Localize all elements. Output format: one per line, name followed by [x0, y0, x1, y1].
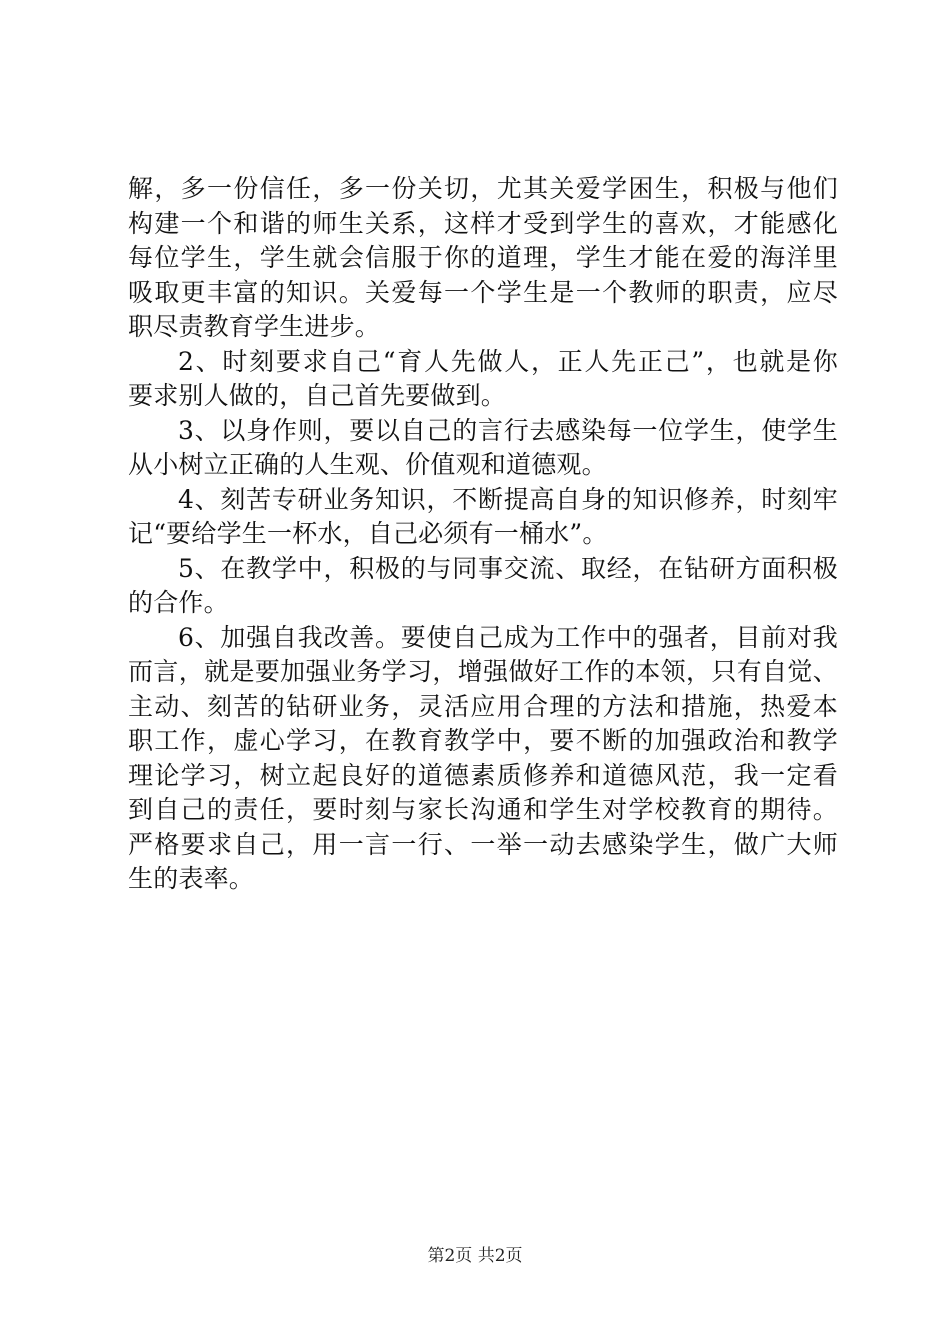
- text-line: 记“要给学生一杯水，自己必须有一桶水”。: [128, 519, 608, 548]
- text-line: 从小树立正确的人生观、价值观和道德观。: [128, 450, 607, 479]
- text-line: 3、以身作则，要以自己的言行去感染每一位学生，使学生: [178, 415, 838, 445]
- page-footer: 第2页 共2页: [427, 1246, 523, 1266]
- text-line: 主动、刻苦的钻研业务，灵活应用合理的方法和措施，热爱本: [128, 691, 838, 721]
- text-line: 的合作。: [128, 588, 229, 617]
- text-line: 4、刻苦专研业务知识，不断提高自身的知识修养，时刻牢: [178, 484, 838, 514]
- text-line: 6、加强自我改善。要使自己成为工作中的强者，目前对我: [178, 622, 838, 652]
- text-line: 严格要求自己，用一言一行、一举一动去感染学生，做广大师: [128, 829, 838, 859]
- text-line: 而言，就是要加强业务学习，增强做好工作的本领，只有自觉、: [128, 657, 838, 686]
- text-line: 职工作，虚心学习，在教育教学中，要不断的加强政治和教学: [128, 726, 838, 755]
- text-line: 理论学习，树立起良好的道德素质修养和道德风范，我一定看: [128, 760, 838, 790]
- text-line: 构建一个和谐的师生关系，这样才受到学生的喜欢，才能感化: [128, 208, 838, 238]
- text-line: 解，多一份信任，多一份关切，尤其关爱学困生，积极与他们: [128, 174, 838, 203]
- text-line: 生的表率。: [128, 864, 255, 893]
- text-line: 每位学生，学生就会信服于你的道理，学生才能在爱的海洋里: [128, 243, 838, 272]
- text-line: 2、时刻要求自己“育人先做人，正人先正己”，也就是你: [178, 346, 838, 376]
- text-line: 职尽责教育学生进步。: [128, 312, 381, 341]
- text-line: 5、在教学中，积极的与同事交流、取经，在钻研方面积极: [178, 553, 838, 583]
- text-line: 到自己的责任，要时刻与家长沟通和学生对学校教育的期待。: [128, 795, 838, 824]
- body-text: [128, 172, 838, 897]
- text-line: 要求别人做的，自己首先要做到。: [128, 381, 507, 410]
- text-line: 吸取更丰富的知识。关爱每一个学生是一个教师的职责，应尽: [128, 277, 838, 307]
